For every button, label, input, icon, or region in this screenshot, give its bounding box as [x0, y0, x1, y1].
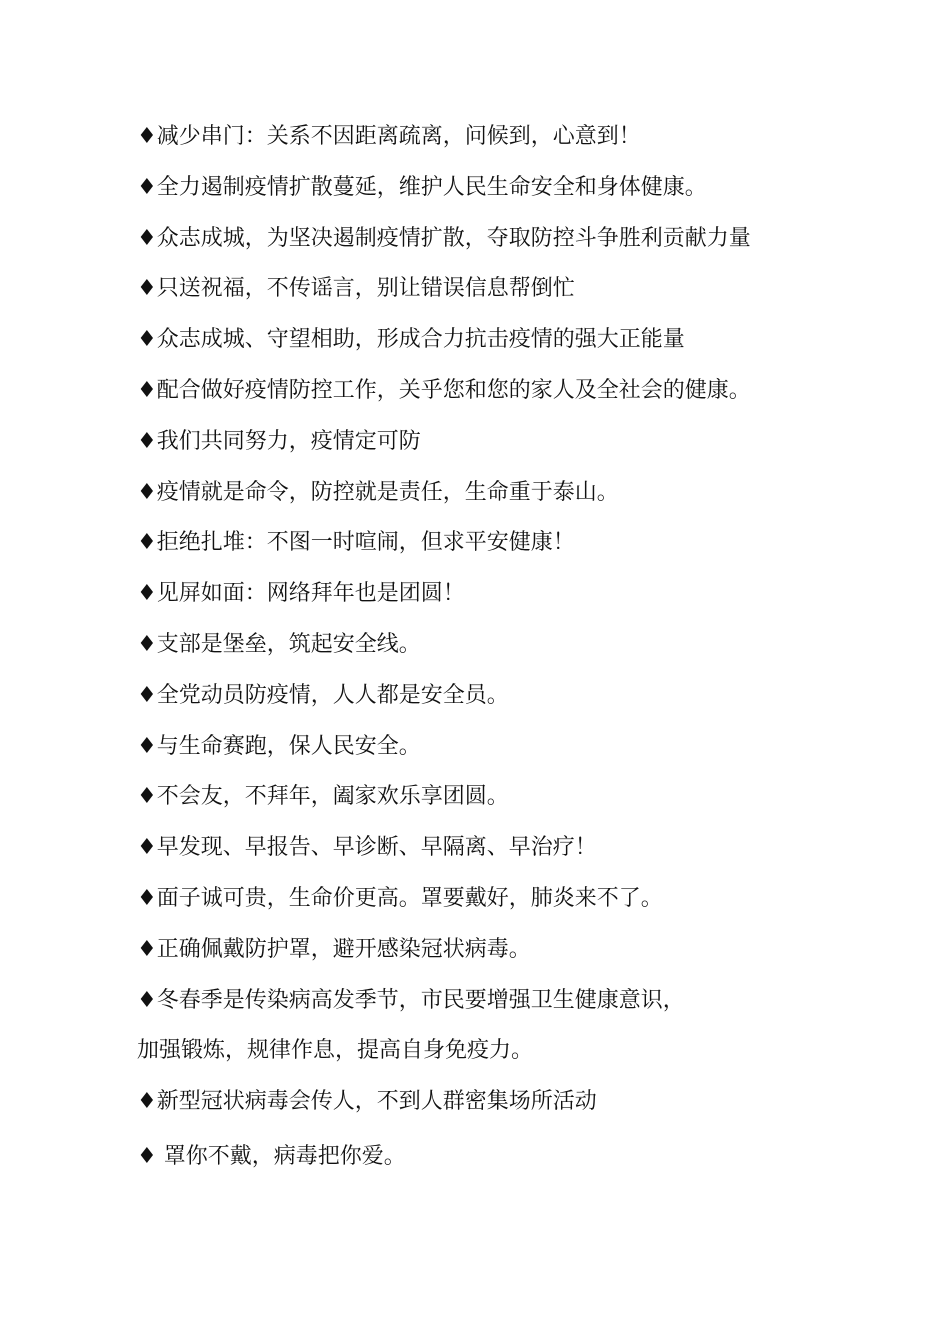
slogan-line: ♦全党动员防疫情，人人都是安全员。 — [137, 682, 509, 708]
slogan-line: ♦我们共同努力，疫情定可防 — [137, 428, 421, 454]
slogan-line: ♦与生命赛跑，保人民安全。 — [137, 733, 421, 759]
slogan-line: ♦减少串门：关系不因距离疏离，问候到，心意到！ — [137, 124, 641, 149]
slogan-line: ♦全力遏制疫情扩散蔓延，维护人民生命安全和身体健康。 — [137, 174, 707, 200]
slogan-line: ♦不会友，不拜年，阖家欢乐享团圆。 — [137, 784, 509, 810]
slogan-line: ♦支部是堡垒，筑起安全线。 — [137, 631, 421, 657]
slogan-continuation-line: 加强锻炼，规律作息，提高自身免疫力。 — [137, 1038, 534, 1064]
slogan-line: ♦新型冠状病毒会传人，不到人群密集场所活动 — [137, 1089, 597, 1115]
slogan-list — [137, 112, 897, 1183]
slogan-line: ♦配合做好疫情防控工作，关乎您和您的家人及全社会的健康。 — [137, 377, 751, 403]
slogan-line: ♦见屏如面：网络拜年也是团圆！ — [137, 581, 465, 607]
slogan-line: ♦拒绝扎堆：不图一时喧闹，但求平安健康！ — [137, 530, 575, 556]
slogan-line: ♦冬春季是传染病高发季节，市民要增强卫生健康意识， — [137, 987, 685, 1013]
slogan-line: ♦面子诚可贵，生命价更高。罩要戴好，肺炎来不了。 — [137, 885, 663, 911]
slogan-line: ♦早发现、早报告、早诊断、早隔离、早治疗！ — [137, 835, 597, 861]
slogan-line: ♦只送祝福，不传谣言，别让错误信息帮倒忙 — [137, 276, 575, 302]
slogan-line: ♦正确佩戴防护罩，避开感染冠状病毒。 — [137, 936, 531, 962]
slogan-line: ♦众志成城，为坚决遏制疫情扩散，夺取防控斗争胜利贡献力量 — [137, 225, 751, 251]
slogan-line: ♦ 罩你不戴，病毒把你爱。 — [137, 1143, 406, 1169]
slogan-line: ♦众志成城、守望相助，形成合力抗击疫情的强大正能量 — [137, 327, 685, 353]
slogan-line: ♦疫情就是命令，防控就是责任，生命重于泰山。 — [137, 479, 619, 505]
